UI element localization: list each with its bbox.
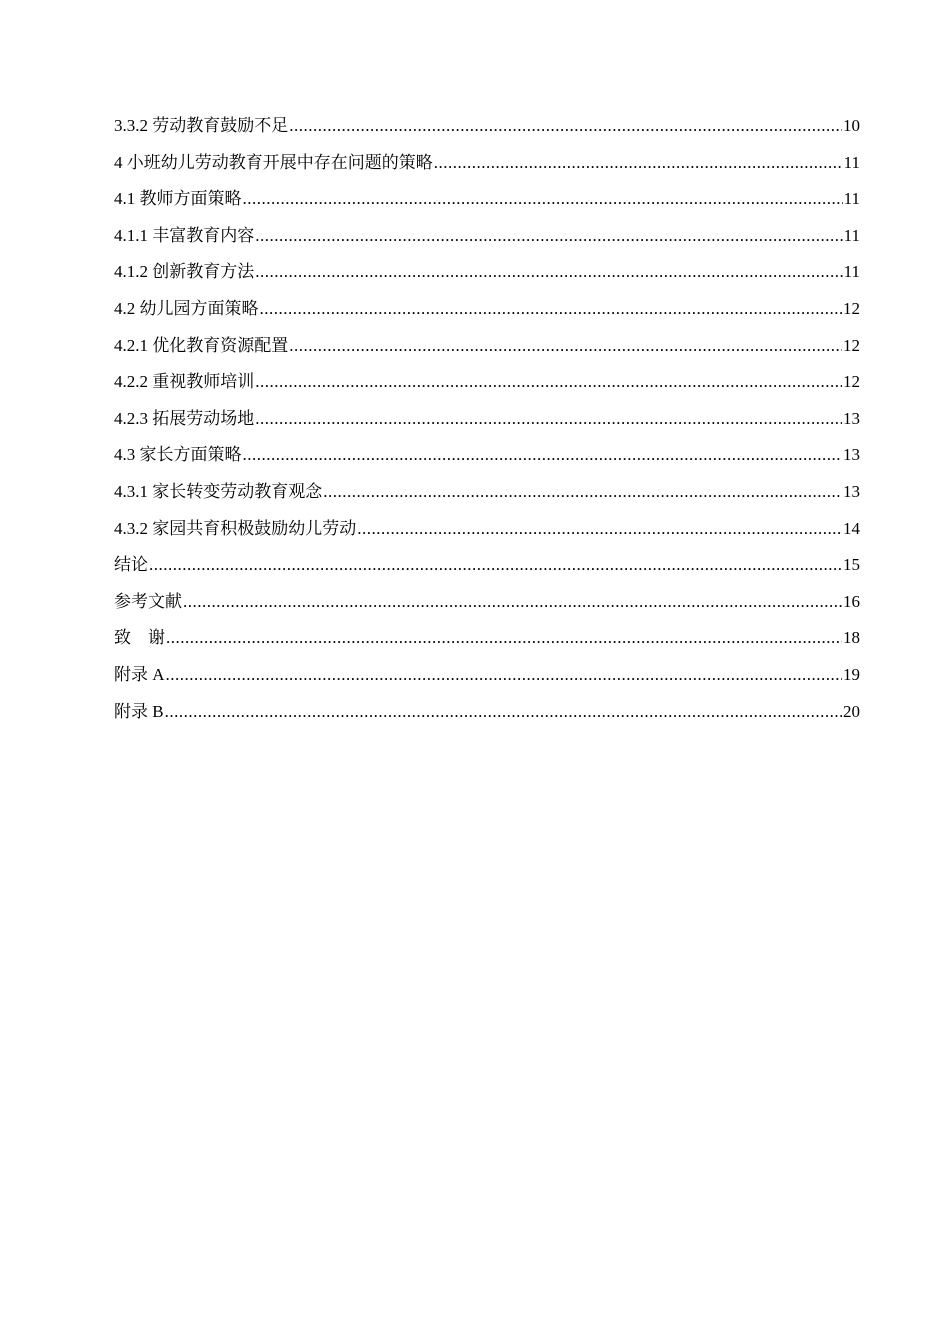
toc-entry[interactable] [114, 222, 860, 259]
toc-dot-leader [255, 222, 842, 250]
toc-entry-title: 附录 B [114, 701, 164, 721]
toc-entry-title: 4.2.2 重视教师培训 [114, 372, 255, 392]
toc-entry-page-number: 12 [843, 372, 860, 392]
toc-entry-title: 4 小班幼儿劳动教育开展中存在问题的策略 [114, 152, 433, 172]
toc-dot-leader [255, 405, 842, 433]
toc-entry-title: 参考文献 [114, 591, 182, 611]
toc-entry-title: 3.3.2 劳动教育鼓励不足 [114, 116, 289, 135]
toc-dot-leader [357, 515, 842, 543]
toc-entry-page-number: 12 [843, 335, 860, 355]
toc-dot-leader [434, 149, 843, 177]
toc-dot-leader [166, 624, 842, 652]
toc-entry-title: 附录 A [114, 664, 165, 684]
toc-entry[interactable] [114, 515, 860, 552]
toc-entry-page-number: 14 [843, 518, 860, 538]
toc-dot-leader [149, 551, 842, 579]
toc-dot-leader [289, 332, 842, 360]
toc-entry[interactable] [114, 661, 860, 698]
toc-entry-page-number: 11 [843, 225, 860, 245]
toc-entry-page-number: 16 [843, 591, 860, 611]
toc-entry-page-number: 19 [843, 664, 860, 684]
toc-dot-leader [243, 185, 843, 213]
toc-dot-leader [165, 698, 842, 726]
toc-entry-page-number: 13 [843, 408, 860, 428]
toc-entry-title: 4.1 教师方面策略 [114, 189, 242, 209]
toc-entry-page-number: 11 [843, 189, 860, 209]
toc-entry[interactable] [114, 332, 860, 369]
toc-entry[interactable] [114, 698, 860, 735]
table-of-contents [114, 112, 860, 734]
toc-entry-page-number: 10 [843, 116, 860, 135]
toc-entry[interactable] [114, 478, 860, 515]
toc-dot-leader [255, 368, 842, 396]
toc-entry-title: 4.3.2 家园共育积极鼓励幼儿劳动 [114, 518, 357, 538]
toc-entry[interactable] [114, 588, 860, 625]
toc-entry-page-number: 13 [843, 481, 860, 501]
toc-dot-leader [323, 478, 842, 506]
toc-dot-leader [289, 112, 842, 140]
toc-entry[interactable] [114, 368, 860, 405]
toc-entry[interactable] [114, 624, 860, 661]
toc-entry-title: 4.2.1 优化教育资源配置 [114, 335, 289, 355]
toc-entry[interactable] [114, 258, 860, 295]
toc-entry[interactable] [114, 551, 860, 588]
toc-entry-page-number: 12 [843, 298, 860, 318]
toc-entry-title: 4.2.3 拓展劳动场地 [114, 408, 255, 428]
toc-entry[interactable] [114, 149, 860, 186]
toc-entry[interactable] [114, 185, 860, 222]
toc-entry-page-number: 11 [843, 262, 860, 282]
toc-entry[interactable] [114, 112, 860, 149]
toc-entry[interactable] [114, 405, 860, 442]
toc-entry-title: 4.3 家长方面策略 [114, 445, 242, 465]
toc-entry-title: 结论 [114, 555, 148, 575]
toc-entry-page-number: 20 [843, 701, 860, 721]
toc-entry-title: 4.1.2 创新教育方法 [114, 262, 255, 282]
toc-entry-title: 4.2 幼儿园方面策略 [114, 298, 259, 318]
toc-entry-title: 致 谢 [114, 628, 165, 648]
toc-entry[interactable] [114, 441, 860, 478]
toc-dot-leader [260, 295, 843, 323]
toc-entry-title: 4.1.1 丰富教育内容 [114, 225, 255, 245]
toc-entry[interactable] [114, 295, 860, 332]
toc-entry-page-number: 18 [843, 628, 860, 648]
toc-entry-page-number: 11 [843, 152, 860, 172]
toc-entry-page-number: 13 [843, 445, 860, 465]
toc-dot-leader [255, 258, 842, 286]
toc-entry-page-number: 15 [843, 555, 860, 575]
toc-dot-leader [183, 588, 842, 616]
toc-dot-leader [166, 661, 842, 689]
toc-entry-title: 4.3.1 家长转变劳动教育观念 [114, 481, 323, 501]
toc-dot-leader [243, 441, 843, 469]
